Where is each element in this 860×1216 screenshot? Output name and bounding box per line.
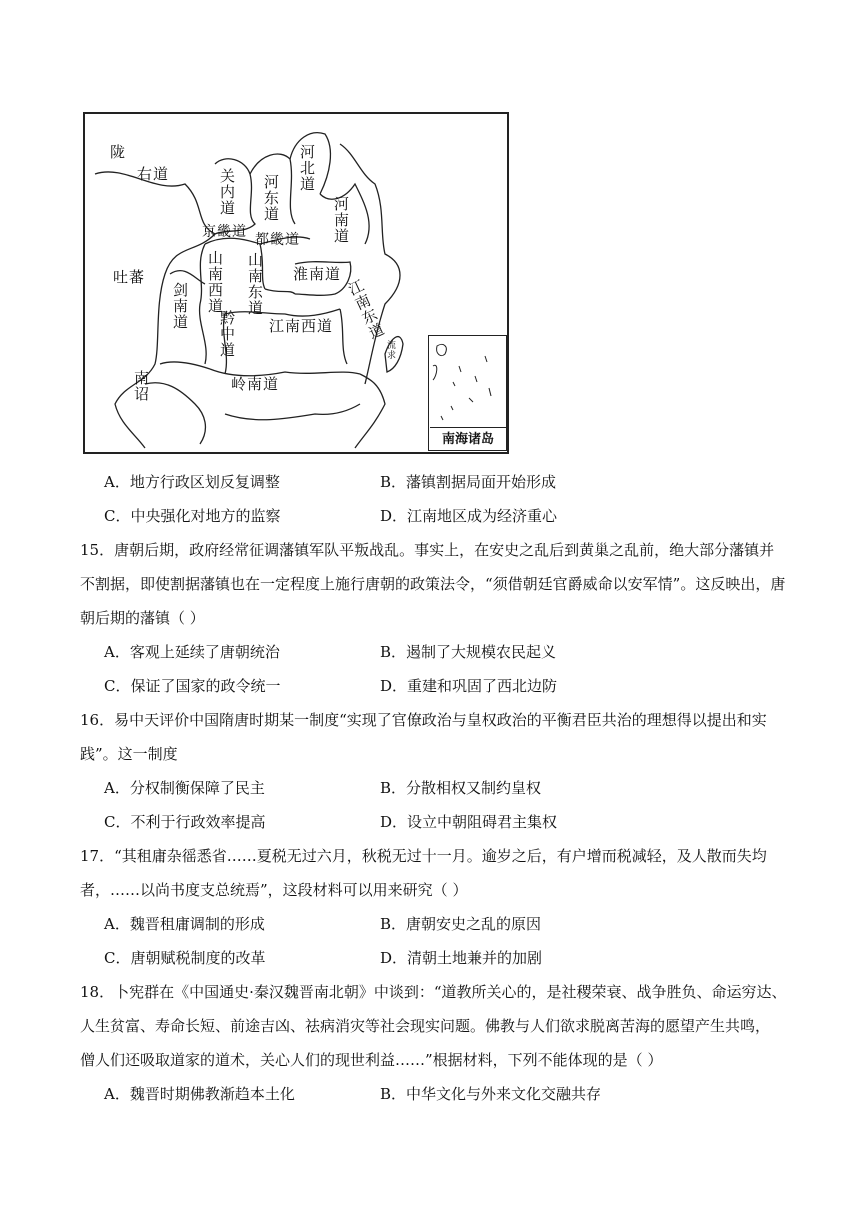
map-label-qianzhong: 黔中道 [218, 310, 236, 358]
map-label-shannanxi: 山南西道 [206, 250, 224, 314]
q17-line-1: 17．“其租庸杂徭悉省……夏税无过六月，秋税无过十一月。逾岁之后，有户增而税减轻，及人散而失均 [80, 847, 767, 865]
map-label-duji: 都畿道 [255, 232, 300, 248]
q15-option-d: D．重建和巩固了西北边防 [380, 677, 558, 695]
q16-option-c: C．不利于行政效率提高 [104, 813, 266, 831]
map-label-nanzhao: 南诏 [132, 370, 150, 402]
map-label-jingji: 京畿道 [202, 224, 247, 240]
q17-option-d: D．清朝土地兼并的加剧 [380, 949, 543, 967]
q16-line-1: 16．易中天评价中国隋唐时期某一制度“实现了官僚政治与皇权政治的平衡君臣共治的理想得以提出和实 [80, 711, 767, 729]
map-label-lingnan: 岭南道 [231, 375, 280, 393]
q18-option-b: B．中华文化与外来文化交融共存 [380, 1085, 602, 1103]
map-label-jiangnandong: 江南东道 [344, 276, 388, 343]
q18-line-1: 18．卜宪群在《中国通史·秦汉魏晋南北朝》中谈到：“道教所关心的，是社稷荣衰、战争胜负、命运穷达、 [80, 983, 787, 1001]
map-label-liuqiu: 流求 [385, 340, 395, 360]
map-label-long: 陇 [108, 144, 126, 160]
q16-option-a: A．分权制衡保障了民主 [104, 779, 265, 797]
q17-option-a: A．魏晋租庸调制的形成 [104, 915, 265, 933]
q18-option-a: A．魏晋时期佛教渐趋本土化 [104, 1085, 295, 1103]
q15-option-c: C．保证了国家的政令统一 [104, 677, 281, 695]
q18-line-3: 僧人们还吸取道家的道术，关心人们的现世利益……”根据材料，下列不能体现的是（ ） [80, 1051, 663, 1069]
map-label-henan: 河南道 [332, 196, 350, 244]
map-label-huainan: 淮南道 [293, 265, 342, 283]
q14-option-d: D．江南地区成为经济重心 [380, 507, 558, 525]
inset-title: 南海诸岛 [430, 427, 506, 452]
q16-option-b: B．分散相权又制约皇权 [380, 779, 542, 797]
map-label-jiannan: 剑南道 [171, 282, 189, 330]
q14-option-a: A．地方行政区划反复调整 [104, 473, 280, 491]
q16-option-d: D．设立中朝阻碍君主集权 [380, 813, 558, 831]
map-label-you-dao: 右道 [137, 165, 170, 183]
map-label-tubo: 吐蕃 [113, 268, 146, 286]
q18-line-2: 人生贫富、寿命长短、前途吉凶、祛病消灾等社会现实问题。佛教与人们欲求脱离苦海的愿望产生共鸣， [80, 1017, 771, 1035]
q14-option-c: C．中央强化对地方的监察 [104, 507, 281, 525]
map-label-hebei: 河北道 [298, 144, 316, 192]
map-label-hedong: 河东道 [262, 174, 280, 222]
q15-line-2: 不割据，即使割据藩镇也在一定程度上施行唐朝的政策法令，“须借朝廷官爵威命以安军情”。这反映出，唐 [80, 575, 786, 593]
tang-dynasty-map [83, 112, 509, 454]
q15-line-3: 朝后期的藩镇（ ） [80, 609, 205, 627]
q16-line-2: 践”。这一制度 [80, 745, 178, 763]
q17-line-2: 者，……以尚书度支总统焉”，这段材料可以用来研究（ ） [80, 881, 468, 899]
q15-line-1: 15．唐朝后期，政府经常征调藩镇军队平叛战乱。事实上，在安史之乱后到黄巢之乱前，绝大部分藩镇并 [80, 541, 775, 559]
q15-option-b: B．遏制了大规模农民起义 [380, 643, 557, 661]
inset-islands [429, 336, 505, 428]
map-label-jiangnanxi: 江南西道 [269, 317, 334, 335]
map-label-guannei: 关内道 [218, 168, 236, 216]
q17-option-b: B．唐朝安史之乱的原因 [380, 915, 542, 933]
map-label-shannandong: 山南东道 [246, 252, 264, 316]
q17-option-c: C．唐朝赋税制度的改革 [104, 949, 266, 967]
q15-option-a: A．客观上延续了唐朝统治 [104, 643, 280, 661]
q14-option-b: B．藩镇割据局面开始形成 [380, 473, 557, 491]
